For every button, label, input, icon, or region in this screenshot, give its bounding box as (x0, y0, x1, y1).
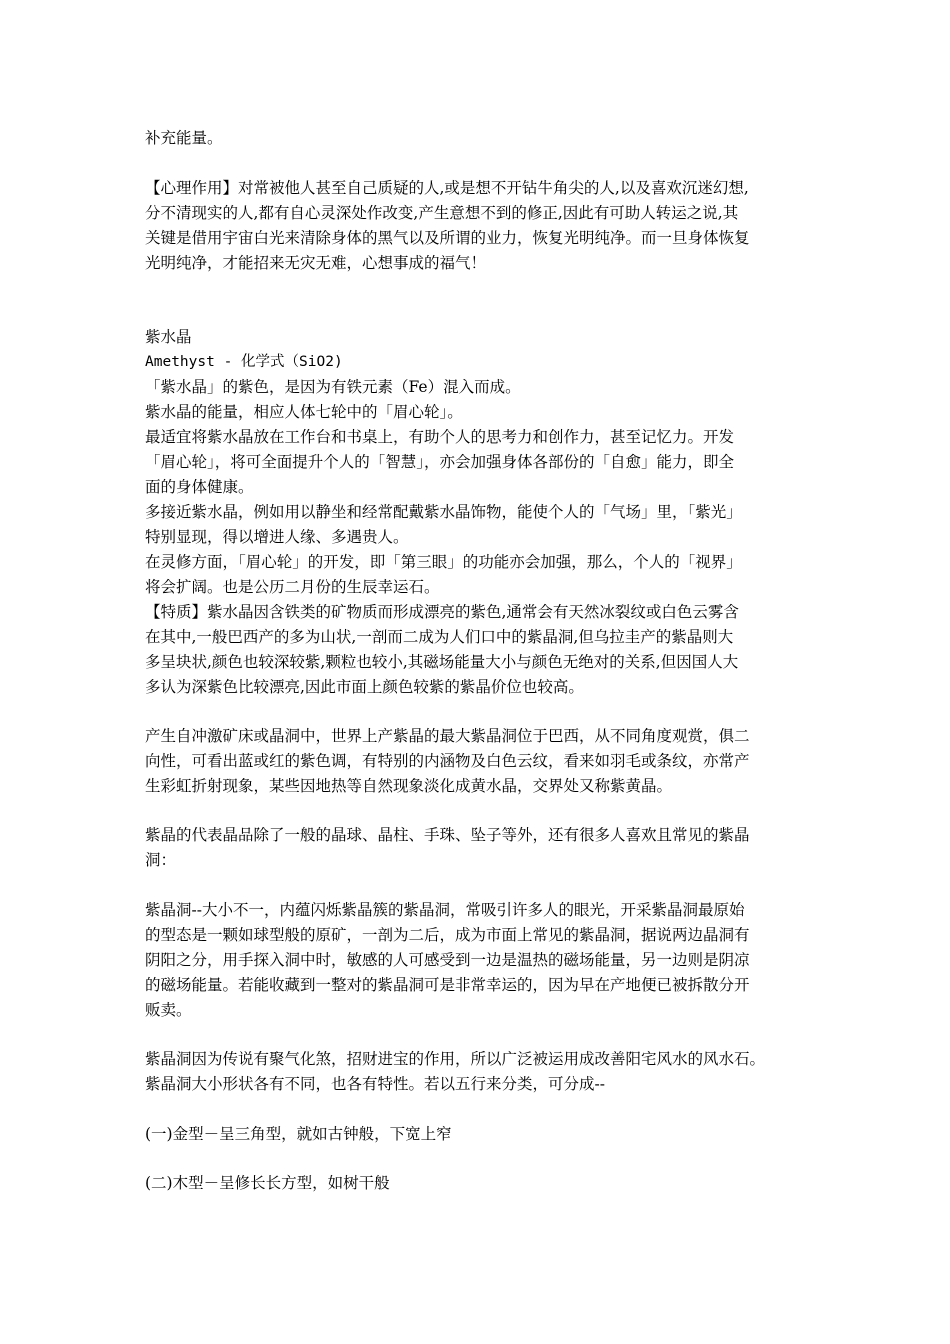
description-line: 在其中,一般巴西产的多为山状,一剖而二成为人们口中的紫晶洞,但乌拉圭产的紫晶则大 (145, 628, 734, 646)
description-line: 面的身体健康。 (145, 478, 254, 496)
description-line: 将会扩阔。也是公历二月份的生辰幸运石。 (145, 578, 440, 596)
type-wood: (二)木型－呈修长长方型，如树干般 (145, 1174, 390, 1192)
description-line: 在灵修方面，「眉心轮」的开发，即「第三眼」的功能亦会加强，那么，个人的「视界」 (145, 553, 742, 571)
fengshui-line: 紫晶洞因为传说有聚气化煞，招财进宝的作用，所以广泛被运用成改善阳宅风水的风水石。 (145, 1050, 766, 1068)
products-line: 紫晶的代表晶品除了一般的晶球、晶柱、手珠、坠子等外，还有很多人喜欢且常见的紫晶 (145, 826, 750, 844)
geode-line: 阴阳之分，用手探入洞中时，敏感的人可感受到一边是温热的磁场能量，另一边则是阴凉 (145, 951, 750, 969)
origin-line: 生彩虹折射现象，某些因地热等自然现象淡化成黄水晶，交界处又称紫黄晶。 (145, 777, 673, 795)
description-line: 特别显现，得以增进人缘、多遇贵人。 (145, 528, 409, 546)
geode-line: 紫晶洞--大小不一，内蕴闪烁紫晶簇的紫晶洞，常吸引许多人的眼光，开采紫晶洞最原始 (145, 901, 745, 919)
psychology-line: 光明纯净，才能招来无灾无难，心想事成的福气！ (145, 254, 487, 272)
origin-line: 产生自冲激矿床或晶洞中，世界上产紫晶的最大紫晶洞位于巴西，从不同角度观赏，俱二 (145, 727, 750, 745)
section-title: 紫水晶 (145, 328, 192, 346)
description-line: 多认为深紫色比较漂亮,因此市面上颜色较紫的紫晶价位也较高。 (145, 678, 584, 696)
geode-line: 贩卖。 (145, 1001, 192, 1019)
intro-text: 补充能量。 (145, 129, 223, 147)
geode-line: 的磁场能量。若能收藏到一整对的紫晶洞可是非常幸运的，因为早在产地便已被拆散分开 (145, 976, 750, 994)
psychology-line: 关键是借用宇宙白光来清除身体的黑气以及所谓的业力，恢复光明纯净。而一旦身体恢复 (145, 229, 750, 247)
products-line: 洞： (145, 851, 177, 869)
description-line: 「眉心轮」，将可全面提升个人的「智慧」，亦会加强身体各部份的「自愈」能力，即全 (145, 453, 735, 471)
description-line: 紫水晶的能量，相应人体七轮中的「眉心轮」。 (145, 403, 463, 421)
fengshui-line: 紫晶洞大小形状各有不同，也各有特性。若以五行来分类，可分成-- (145, 1075, 605, 1093)
description-line: 【特质】紫水晶因含铁类的矿物质而形成漂亮的紫色,通常会有天然冰裂纹或白色云雾含 (145, 603, 739, 621)
psychology-line: 【心理作用】对常被他人甚至自己质疑的人,或是想不开钻牛角尖的人,以及喜欢沉迷幻想, (145, 179, 749, 197)
description-line: 多接近紫水晶，例如用以静坐和经常配戴紫水晶饰物，能使个人的「气场」里，「紫光」 (145, 503, 742, 521)
type-gold: (一)金型－呈三角型，就如古钟般，下宽上窄 (145, 1125, 452, 1143)
chemical-formula: Amethyst - 化学式（SiO2) (145, 354, 343, 370)
origin-line: 向性，可看出蓝或红的紫色调，有特别的内涵物及白色云纹，看来如羽毛或条纹，亦常产 (145, 752, 750, 770)
description-line: 多呈块状,颜色也较深较紫,颗粒也较小,其磁场能量大小与颜色无绝对的关系,但因国人大 (145, 653, 739, 671)
geode-line: 的型态是一颗如球型般的原矿，一剖为二后，成为市面上常见的紫晶洞，据说两边晶洞有 (145, 926, 750, 944)
description-line: 「紫水晶」的紫色，是因为有铁元素（Fe）混入而成。 (145, 378, 521, 396)
description-line: 最适宜将紫水晶放在工作台和书桌上，有助个人的思考力和创作力，甚至记忆力。开发 (145, 428, 735, 446)
psychology-line: 分不清现实的人,都有自心灵深处作改变,产生意想不到的修正,因此有可助人转运之说,其 (145, 204, 739, 222)
